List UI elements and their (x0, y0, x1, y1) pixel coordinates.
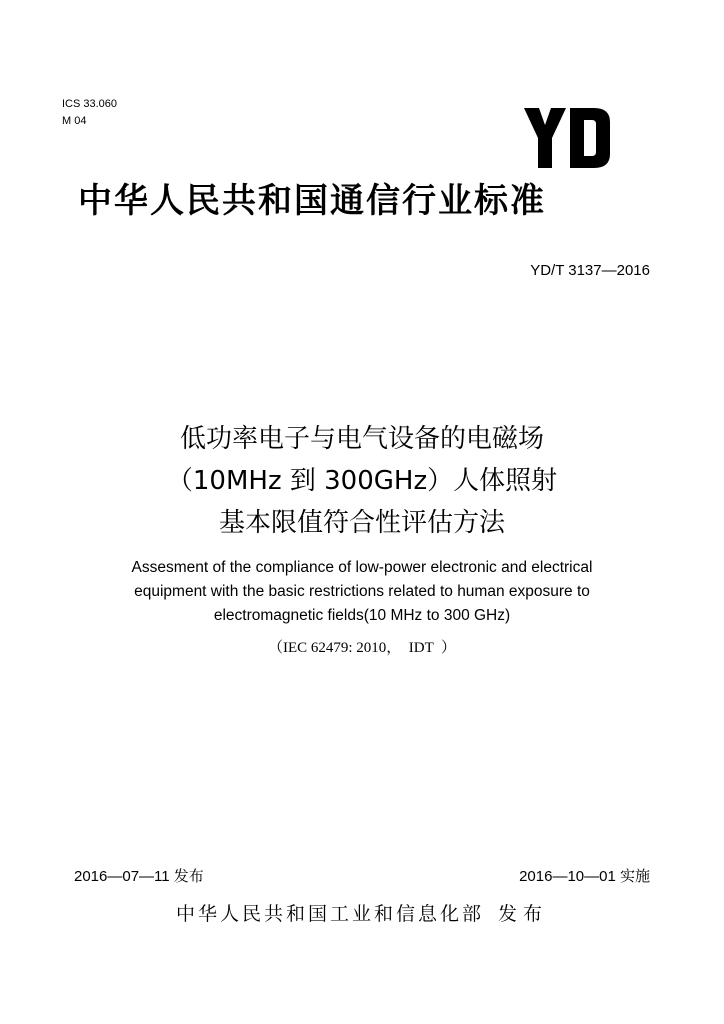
ics-code: ICS 33.060 (62, 98, 118, 110)
english-title-line: equipment with the basic restrictions related to human exposure to (134, 583, 590, 600)
implementation-date: 2016—10—01 实施 (519, 868, 650, 885)
ccs-code: M 04 (62, 115, 87, 127)
issuer-title: 中华人民共和国通信行业标准 (78, 181, 546, 221)
standard-code: YD/T 3137—2016 (530, 262, 650, 279)
chinese-title-line: 基本限值符合性评估方法 (218, 508, 505, 538)
chinese-title (0, 418, 724, 544)
classification-codes (62, 96, 117, 130)
english-title (0, 556, 724, 628)
english-title-line: Assesment of the compliance of low-power electronic and electrical (131, 559, 593, 576)
publisher-line (0, 900, 724, 928)
publisher-name: 中华人民共和国工业和信息化部 (175, 903, 484, 925)
chinese-title-line: 低功率电子与电气设备的电磁场 (179, 424, 544, 454)
issue-date: 2016—07—11 发布 (74, 868, 204, 885)
adoption-statement: （IEC 62479: 2010， IDT ） (267, 640, 457, 656)
publisher-action: 发布 (498, 903, 549, 925)
chinese-title-line: （10MHz 到 300GHz）人体照射 (166, 466, 558, 496)
yd-logo (524, 108, 610, 168)
english-title-line: electromagnetic fields(10 MHz to 300 GHz) (213, 607, 511, 624)
